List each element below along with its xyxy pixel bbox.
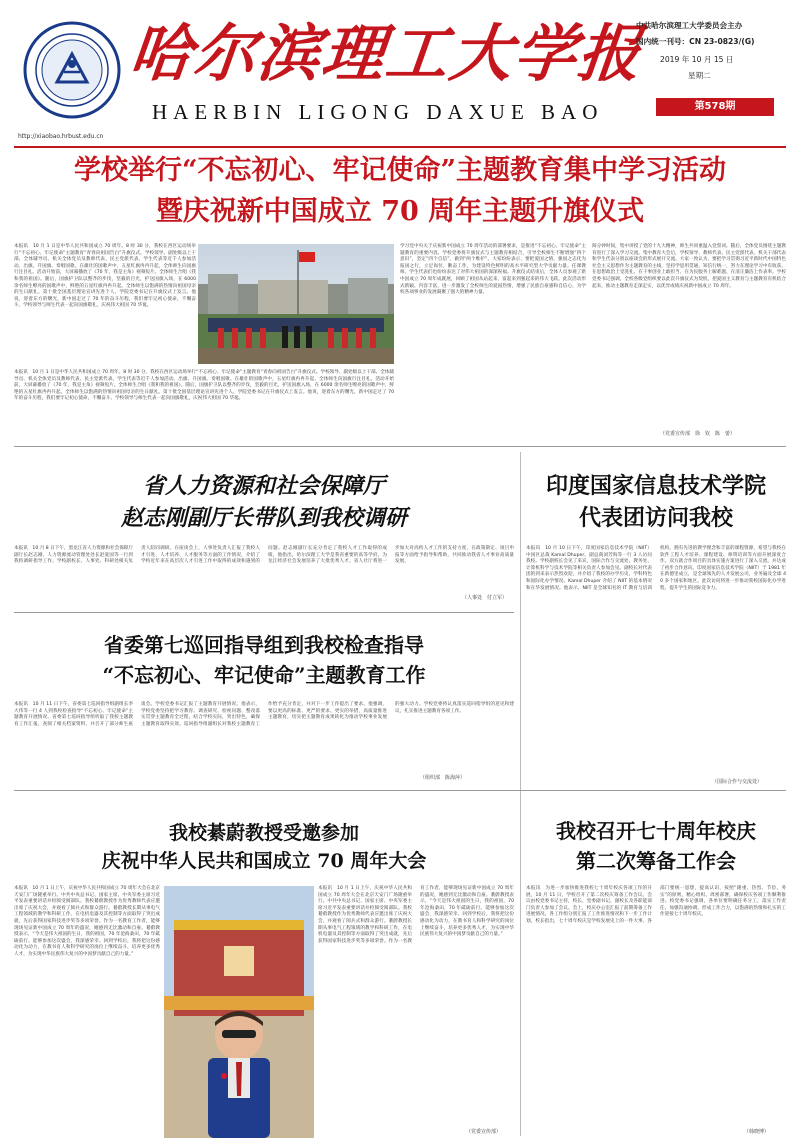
article6-headline-1: 我校召开七十周年校庆 bbox=[556, 819, 756, 843]
issue-weekday: 星期二 bbox=[688, 71, 711, 80]
lead-col-1-bottom: 本报讯 10 月 1 日是中华人民共和国成立 70 周年。8 时 30 分，我校在西区运动场举行“不忘初心、牢记使命”主题教育“青春向祖国告白”升旗仪式。学校领导、副处级以上干部、全体辅导员、机关全体党员及教师代表、民主党派代表、学生代表等近千人参加活动。出旗、升国旗、奏唱国歌。在雄壮的国歌声中，五星红旗冉冉升起，全体师生向国旗行注目礼。活动开始前，大屏幕播放了《70 年，我是主角》视频短片。全体师生合唱《我和我的祖国》。随后，国旗护卫队以整齐的步伐，坚毅的目光，护送国旗入场，在 6000 余名师生嘹亮的国歌声中，鲜艳的五星红旗冉冉升起。全体师生以饱满的热情向祖国母亲的生日献礼。第十批全国基层理论宣讲先进个人、学院党委书记在升旗仪式上发言。他说，迎着东方的曙光，新中国走过了 70 年的奋斗历程，我们要牢记初心使命，不懈奋斗。学校领导与师生代表一起向国旗敬礼，庆祝伟大祖国 70 华诞。 bbox=[14, 370, 394, 402]
article3-body: 本报讯 10 月 11 日下午，省委第七巡回指导组副组长李大伟等一行 4 人到我校检查指导“不忘初心、牢记使命”主题教育开展情况。省委第七巡回指导组听取了我校主题教育工作汇报，查阅了相关档案资料，并召开了部分师生座谈会。学校党委书记汇报了主题教育开展情况。他表示，学校党委坚持把学习教育、调查研究、检视问题、整改落实贯穿主题教育全过程，结合学校实际，突出特色，确保主题教育取得实效。巡回指导组副组长对我校主题教育工作给予充分肯定，并对下一步工作提出了要求。他强调，要以更高的标准、更严的要求、更实的举措，高质量推进主题教育，切实把主题教育成果转化为推动学校事业发展的强大动力。学校党委将认真落实巡回指导组的意见和建议，扎实推进主题教育各项工作。 bbox=[14, 702, 514, 727]
masthead-rule bbox=[14, 146, 786, 148]
article5-headline-1: 我校綦蔚教授受邀参加 bbox=[168, 822, 359, 844]
newspaper-pinyin: HAERBIN LIGONG DAXUE BAO bbox=[152, 100, 604, 124]
article2-body: 本报讯 10 月 8 日下午，黑龙江省人力资源和社会保障厅副厅长赵志刚、人力资源流动管理处处长赵爱国等一行到我校调研指导工作。学校副校长、人事处、科研处相关负责人陪同调研。在座谈会上，人事处负责人汇报了我校人才引进、人才培养、人才服务等方面的工作情况，介绍了学校近年来在高层次人才引进工作中取得的成效和遇到的问题。赵志刚副厅长充分肯定了我校人才工作取得的成绩，他指出，哈尔滨理工大学是我省重要的高等学府，为龙江经济社会发展培养了大批优秀人才。省人社厅将进一步加大对高校人才工作的支持力度，在政策制定、项目申报等方面给予指导和帮助，共同推动我省人才事业高质量发展。 bbox=[14, 546, 514, 565]
lead-col-3: 阅分钟时间，集中讲授了党的十九大精神，师生共同重温入党誓词。随后，全体党员围绕主题教育进行了深入学习交流。集中教育大会后，学校领导、教师代表、民主党派代表、机关干部代表和学生代表分别以座谈会的形式展开交流。大家一致认为，要把学习贯彻习近平新时代中国特色社会主义思想作为主题教育的主线，坚持学思用贯通、知信行统一，努力在理论学习中有收获、在思想政治上受洗礼、在干事创业上敢担当、在为民服务上解难题、在清正廉洁上作表率。学校党委书记强调，全校各级党组织要以此次升旗仪式为契机，把爱国主义教育与主题教育有机结合起来，推动主题教育走深走实，以优异成绩庆祝新中国成立 70 周年。 bbox=[592, 244, 786, 289]
article6-body: 本报讯 为进一步加快推进我校七十周年校庆各项工作的开展，10 月 11 日，学校召开了第二次校庆筹备工作会议。会议由校党委书记主持，校长、党委副书记、副校长及各职能部门负责人参加了会议。会上，校庆办公室汇报了前期筹备工作进展情况，各工作组分别汇报了工作推进情况和下一步工作计划。校长指出，七十周年校庆是学校发展史上的一件大事，各部门要统一思想，提高认识，按照“隆重、热烈、节俭、务实”的原则，精心组织、周密部署，确保校庆各项工作顺利推进。校党委书记强调，各单位要明确任务分工，落实工作责任，加强沟通协调，形成工作合力，以饱满的热情和扎实的工作迎接七十周年校庆。 bbox=[526, 886, 786, 924]
article3-headline-1: 省委第七巡回指导组到我校检查指导 bbox=[104, 633, 424, 657]
newspaper-title: 哈尔滨理工大学报 bbox=[126, 17, 646, 90]
masthead-url[interactable]: http://xiaobao.hrbust.edu.cn bbox=[18, 133, 104, 140]
article5-byline: （党委宣传部） bbox=[466, 1129, 502, 1135]
divider-2 bbox=[14, 612, 514, 613]
lead-headline-1: 学校举行“不忘初心、牢记使命”主题教育集中学习活动 bbox=[73, 155, 727, 186]
issue-date: 2019 年 10 月 15 日 bbox=[660, 55, 734, 64]
lead-byline: （党委宣传部 徐 钦 陈 蕾） bbox=[660, 431, 736, 437]
article5-body-left: 本报讯 10 月 1 日上午，庆祝中华人民共和国成立 70 周年大会在北京天安门广场隆重举行。中共中央总书记、国家主席、中央军委主席习近平发表重要讲话并检阅受阅部队。我校綦蔚教授作为优秀教师代表应邀出席了庆祝大会，并观看了阅兵式和群众游行。綦蔚教授长期从事电气工程领域的教学和科研工作，在电机电器及其控制等方面取得了突出成就，先后获得国家科技进步奖等多项荣誉。作为一名教育工作者，能够现场见证新中国成立 70 周年的盛况，她感到无比激动和自豪。綦蔚教授表示，“今天是伟大祖国的生日，我的祖国，70 年沧海桑田，70 年砥砺前行。能够参加这次盛会，我深感荣幸。回到学校后，我将把这份感动化为动力，在教书育人和科学研究的岗位上继续奋斗，培养更多优秀人才，为实现中华民族伟大复兴的中国梦贡献自己的力量。” bbox=[14, 886, 160, 957]
masthead bbox=[0, 0, 800, 148]
university-logo bbox=[22, 20, 122, 120]
article5-body-right: 本报讯 10 月 1 日上午，庆祝中华人民共和国成立 70 周年大会在北京天安门广场隆重举行。中共中央总书记、国家主席、中央军委主席习近平发表重要讲话并检阅受阅部队。我校綦蔚教授作为优秀教师代表应邀出席了庆祝大会，并观看了阅兵式和群众游行。綦蔚教授长期从事电气工程领域的教学和科研工作，在电机电器及其控制等方面取得了突出成就，先后获得国家科技进步奖等多项荣誉。作为一名教育工作者，能够现场见证新中国成立 70 周年的盛况，她感到无比激动和自豪。綦蔚教授表示，“今天是伟大祖国的生日，我的祖国，70 年沧海桑田，70 年砥砺前行。能够参加这次盛会，我深感荣幸。回到学校后，我将把这份感动化为动力，在教书育人和科学研究的岗位上继续奋斗，培养更多优秀人才，为实现中华民族伟大复兴的中国梦贡献自己的力量。” bbox=[318, 886, 514, 944]
seal-icon bbox=[22, 20, 122, 120]
lead-col-1-top: 本报讯 10 月 1 日是中华人民共和国成立 70 周年。8 时 30 分，我校在西区运动场举行“不忘初心、牢记使命”主题教育“青春向祖国告白”升旗仪式。学校领导、副处级以上干部、全体辅导员、机关全体党员及教师代表、民主党派代表、学生代表等近千人参加活动。出旗、升国旗、奏唱国歌。在雄壮的国歌声中，五星红旗冉冉升起，全体师生向国旗行注目礼。活动开始前，大屏幕播放了《70 年，我是主角》视频短片。全体师生合唱《我和我的祖国》。随后，国旗护卫队以整齐的步伐，坚毅的目光，护送国旗入场，在 6000 余名师生嘹亮的国歌声中，鲜艳的五星红旗冉冉升起。全体师生以饱满的热情向祖国母亲的生日献礼。第十批全国基层理论宣讲先进个人、学院党委书记在升旗仪式上发言。他说，迎着东方的曙光，新中国走过了 70 年的奋斗历程，我们要牢记初心使命，不懈奋斗。学校领导与师生代表一起向国旗敬礼，庆祝伟大祖国 70 华诞。 bbox=[14, 244, 196, 309]
lead-col-2: 学习党中央关于庆祝新中国成立 70 周年活动的部署要求，是推进“不忘初心、牢记使命”主题教育的重要内容。学校党委将升旗仪式与主题教育相结合，引导全校师生不断增强“四个意识”，坚定“四个自信”，做到“两个维护”。大家纷纷表示，要把爱国之情、强国之志化为报国之行，立足岗位，勤奋工作，为建设特色鲜明的高水平研究型大学贡献力量。任课教师、学生代表们也纷纷表达了对伟大祖国的深深祝福。升旗仪式结束后，全体人员参观了新中国成立 70 周年成就展，回顾了祖国从站起来、富起来到强起来的伟大飞跃。此次活动形式新颖、内容丰富，进一步激发了全校师生的爱国热情，增强了民族自豪感和自信心，为学校各项事业的发展凝聚了强大的精神力量。 bbox=[400, 244, 586, 296]
flag-ceremony-photo bbox=[198, 244, 394, 364]
article3-byline: （组织部 陈海萍） bbox=[420, 775, 466, 781]
issn-text: 国内统一刊号：CN 23-0823/(G) bbox=[636, 37, 755, 46]
lead-headline-2: 暨庆祝新中国成立 70 周年主题升旗仪式 bbox=[155, 196, 645, 227]
article2-headline-1: 省人力资源和社会保障厅 bbox=[142, 473, 385, 499]
article2-byline: （人事处 付立军） bbox=[462, 595, 508, 601]
article4-byline: （国际合作与交流处） bbox=[712, 779, 763, 785]
article4-body: 本报讯 10 月 10 日下午，印度国家信息技术学院（NIIT）中国区总裁 Kamal Dhuper、副总裁刘芳海等一行 3 人访问我校。学校副校长会见了来宾，国际合作与交流处、教务处、计算机科学与技术学院等相关负责人参加会见。副校长对代表团的到来表示热烈欢迎，并介绍了我校的办学历史、学科特色和国际化办学情况。Kamal Dhuper 介绍了 NIIT 的基本情况和在华发展情况。他表示，NIIT 是全球知名的 IT 教育与培训机构，拥有先进的教学理念和丰富的课程资源，希望与我校在软件工程人才培养、课程建设、师资培训等方面开展深度合作。双方就合作项目的具体实施方案进行了深入交流，并达成了初步合作意向。印度国家信息技术学院（NIIT）于 1981 年在新德里成立，是全球领先的人才发展公司，业务遍及全球 40 多个国家和地区。此次访问将进一步推动我校国际化办学进程，提升学生的国际竞争力。 bbox=[526, 546, 786, 591]
issue-number-badge bbox=[656, 98, 774, 116]
article3-headline-2: “不忘初心、牢记使命”主题教育工作 bbox=[102, 663, 426, 687]
flag-ceremony-image bbox=[198, 244, 394, 364]
portrait-image bbox=[164, 886, 314, 1138]
issue-number: 第578期 bbox=[694, 101, 736, 112]
article4-headline-2: 代表团访问我校 bbox=[578, 505, 733, 531]
article4-headline-1: 印度国家信息技术学院 bbox=[545, 473, 766, 499]
divider-v-2 bbox=[520, 796, 521, 1136]
article5-headline-2: 庆祝中华人民共和国成立 70 周年大会 bbox=[101, 850, 427, 872]
sponsor-text: 中共哈尔滨理工大学委员会主办 bbox=[636, 21, 743, 30]
article6-byline: （韩晓博） bbox=[744, 1129, 770, 1135]
portrait-photo bbox=[164, 886, 314, 1138]
divider-3 bbox=[14, 790, 786, 791]
article2-headline-2: 赵志刚副厅长带队到我校调研 bbox=[120, 505, 407, 531]
divider-1 bbox=[14, 446, 786, 447]
article6-headline-2: 第二次筹备工作会 bbox=[576, 849, 736, 873]
